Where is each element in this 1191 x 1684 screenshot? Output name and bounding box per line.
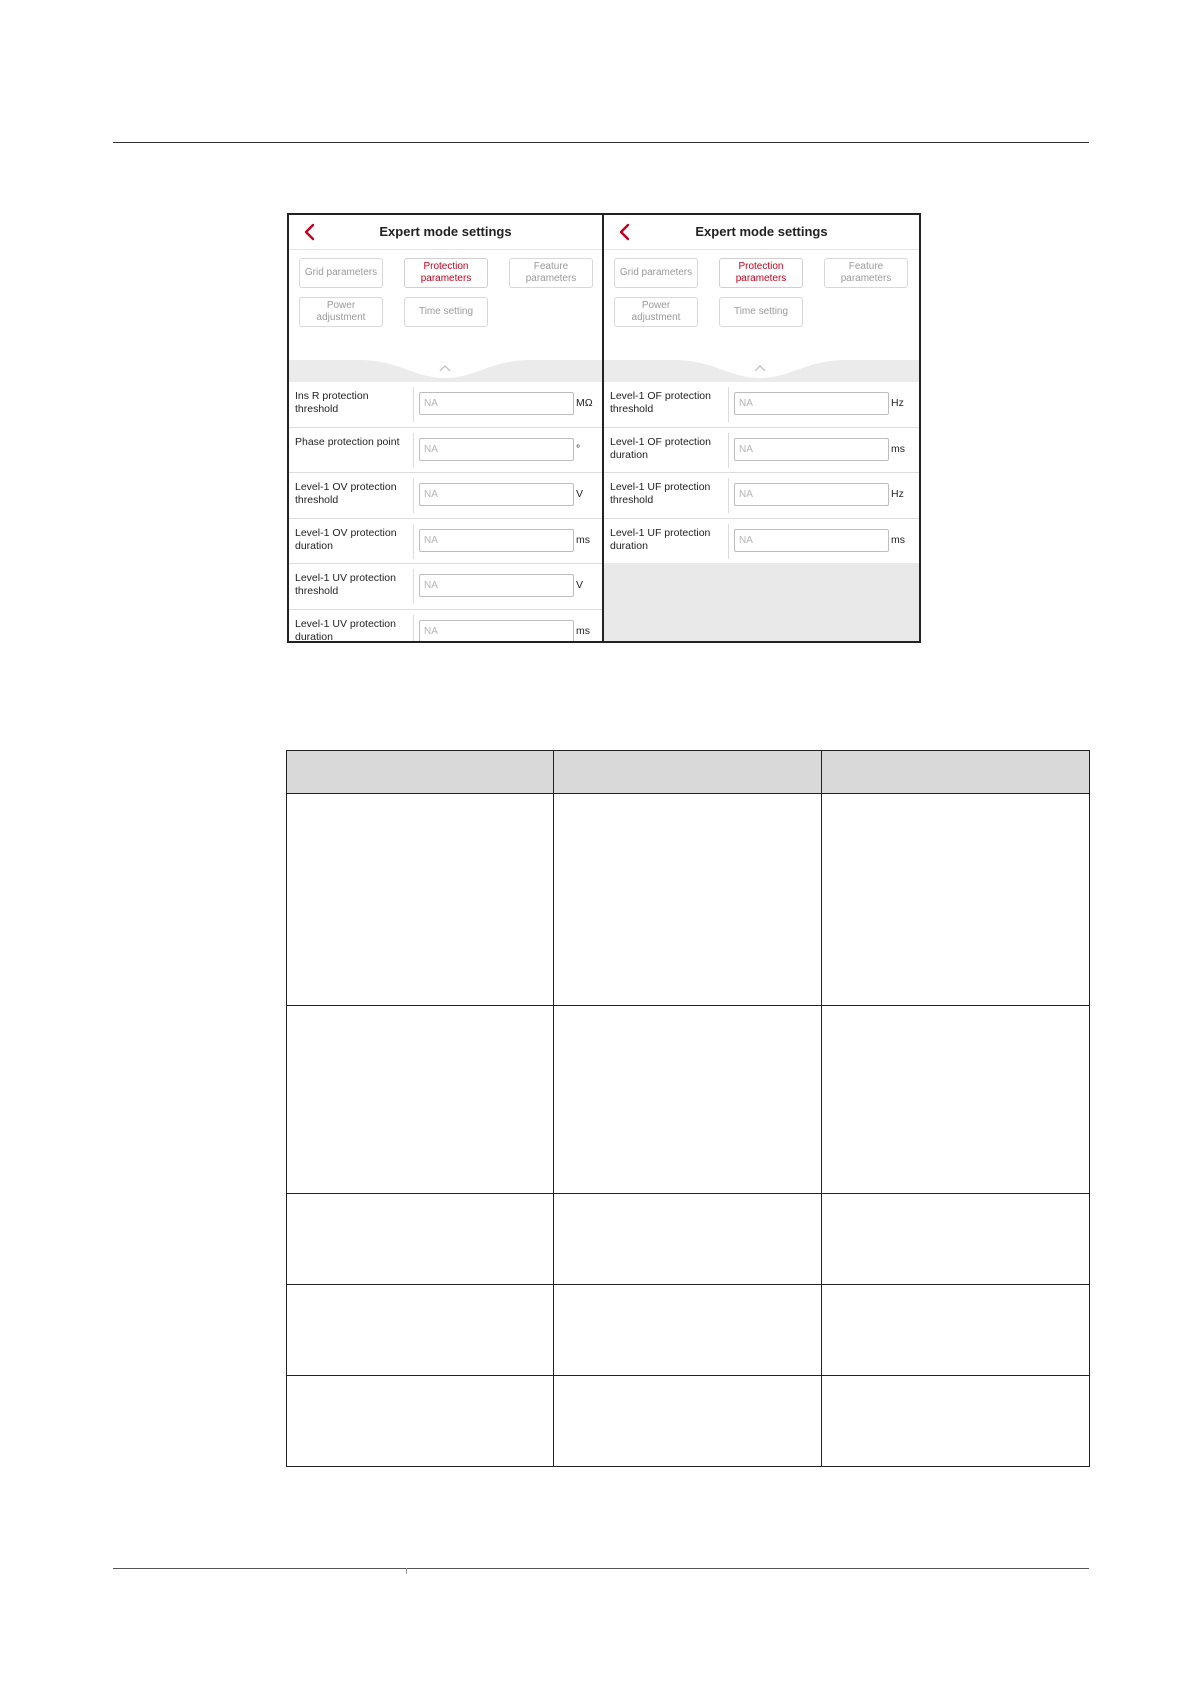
collapse-wave-shape bbox=[604, 360, 917, 382]
screen-title: Expert mode settings bbox=[379, 224, 512, 239]
table-cell bbox=[554, 1285, 821, 1376]
param-label: Level-1 UV protection duration bbox=[295, 617, 396, 641]
param-label: Level-1 UV protection threshold bbox=[295, 572, 396, 597]
param-unit: Hz bbox=[891, 488, 904, 500]
collapse-wave-shape bbox=[289, 360, 602, 382]
tab-group bbox=[289, 250, 602, 360]
param-label: Level-1 UF protection threshold bbox=[610, 481, 711, 506]
param-label: Level-1 OF protection threshold bbox=[610, 390, 711, 415]
table-cell bbox=[287, 1285, 554, 1376]
table-cell bbox=[554, 1006, 821, 1194]
row-divider bbox=[413, 569, 414, 604]
param-label: Ins R protection threshold bbox=[295, 390, 369, 415]
param-unit: V bbox=[576, 488, 584, 500]
table-cell bbox=[821, 1285, 1089, 1376]
table-cell bbox=[554, 794, 821, 1006]
tab-power-adjustment[interactable]: Power adjustment bbox=[614, 297, 698, 327]
param-row bbox=[289, 519, 602, 565]
row-divider bbox=[413, 433, 414, 468]
uv-duration-input[interactable] bbox=[419, 620, 574, 642]
row-divider bbox=[413, 615, 414, 642]
param-unit: ms bbox=[576, 533, 590, 546]
row-divider bbox=[413, 387, 414, 422]
collapse-band[interactable] bbox=[604, 360, 919, 382]
tab-grid-parameters[interactable]: Grid parameters bbox=[614, 258, 698, 288]
table-row bbox=[287, 1006, 1090, 1194]
table-row bbox=[287, 1376, 1090, 1467]
uv-threshold-input[interactable] bbox=[419, 574, 574, 597]
table-cell bbox=[554, 1194, 821, 1285]
param-label: Phase protection point bbox=[295, 435, 400, 448]
param-label: Level-1 UF protection duration bbox=[610, 526, 711, 552]
row-divider bbox=[728, 387, 729, 422]
of-duration-input[interactable] bbox=[734, 438, 889, 461]
page-footer-divider-tick bbox=[406, 1568, 407, 1574]
of-threshold-input[interactable] bbox=[734, 392, 889, 415]
uf-threshold-input[interactable] bbox=[734, 483, 889, 506]
table-cell bbox=[821, 1006, 1089, 1194]
param-unit: ms bbox=[576, 624, 590, 637]
param-row bbox=[289, 564, 602, 610]
table-row bbox=[287, 1285, 1090, 1376]
param-unit: MΩ bbox=[576, 397, 593, 409]
param-unit: ms bbox=[891, 533, 905, 546]
table-row bbox=[287, 794, 1090, 1006]
uf-duration-input[interactable] bbox=[734, 529, 889, 552]
parameter-table bbox=[286, 750, 1090, 1467]
ins-r-threshold-input[interactable] bbox=[419, 392, 574, 415]
tab-protection-parameters[interactable]: Protection parameters bbox=[404, 258, 488, 288]
row-divider bbox=[413, 478, 414, 513]
param-row bbox=[289, 428, 602, 474]
table-cell bbox=[287, 1006, 554, 1194]
ov-threshold-input[interactable] bbox=[419, 483, 574, 506]
param-row bbox=[289, 610, 602, 642]
tab-grid-parameters[interactable]: Grid parameters bbox=[299, 258, 383, 288]
screen-right bbox=[604, 215, 919, 641]
table-cell bbox=[287, 794, 554, 1006]
page-header-rule bbox=[113, 142, 1089, 143]
param-label: Level-1 OV protection duration bbox=[295, 526, 397, 552]
table-row bbox=[287, 1194, 1090, 1285]
table-cell bbox=[554, 1376, 821, 1467]
row-divider bbox=[413, 524, 414, 559]
tab-time-setting[interactable]: Time setting bbox=[719, 297, 803, 327]
app-screenshot-figure bbox=[287, 213, 921, 643]
param-row bbox=[289, 382, 602, 428]
table-cell bbox=[287, 1194, 554, 1285]
param-row bbox=[604, 428, 919, 474]
param-row bbox=[604, 519, 919, 565]
screen-left bbox=[289, 215, 604, 641]
tab-feature-parameters[interactable]: Feature parameters bbox=[824, 258, 908, 288]
row-divider bbox=[728, 433, 729, 468]
table-cell bbox=[287, 1376, 554, 1467]
phase-protection-point-input[interactable] bbox=[419, 438, 574, 461]
screen-title: Expert mode settings bbox=[695, 224, 828, 239]
collapse-band[interactable] bbox=[289, 360, 602, 382]
tab-power-adjustment[interactable]: Power adjustment bbox=[299, 297, 383, 327]
param-label: Level-1 OF protection duration bbox=[610, 435, 711, 461]
table-cell bbox=[821, 1194, 1089, 1285]
param-label: Level-1 OV protection threshold bbox=[295, 481, 397, 506]
ov-duration-input[interactable] bbox=[419, 529, 574, 552]
table-cell bbox=[821, 1376, 1089, 1467]
param-unit: V bbox=[576, 579, 584, 591]
page-footer-rule bbox=[113, 1568, 1089, 1569]
param-row bbox=[289, 473, 602, 519]
table-header-cell bbox=[287, 751, 554, 794]
app-header bbox=[604, 215, 919, 250]
row-divider bbox=[728, 524, 729, 559]
tab-protection-parameters[interactable]: Protection parameters bbox=[719, 258, 803, 288]
table-header-cell bbox=[821, 751, 1089, 794]
empty-area bbox=[604, 563, 919, 641]
row-divider bbox=[728, 478, 729, 513]
table-header-row bbox=[287, 751, 1090, 794]
parameter-list bbox=[604, 382, 919, 564]
table-cell bbox=[821, 794, 1089, 1006]
app-header bbox=[289, 215, 602, 250]
param-unit: ms bbox=[891, 442, 905, 455]
table-header-cell bbox=[554, 751, 821, 794]
param-unit: ° bbox=[576, 442, 581, 455]
param-row bbox=[604, 382, 919, 428]
param-row bbox=[604, 473, 919, 519]
param-unit: Hz bbox=[891, 397, 904, 409]
parameter-list bbox=[289, 382, 602, 641]
tab-group bbox=[604, 250, 919, 360]
tab-time-setting[interactable]: Time setting bbox=[404, 297, 488, 327]
tab-feature-parameters[interactable]: Feature parameters bbox=[509, 258, 593, 288]
